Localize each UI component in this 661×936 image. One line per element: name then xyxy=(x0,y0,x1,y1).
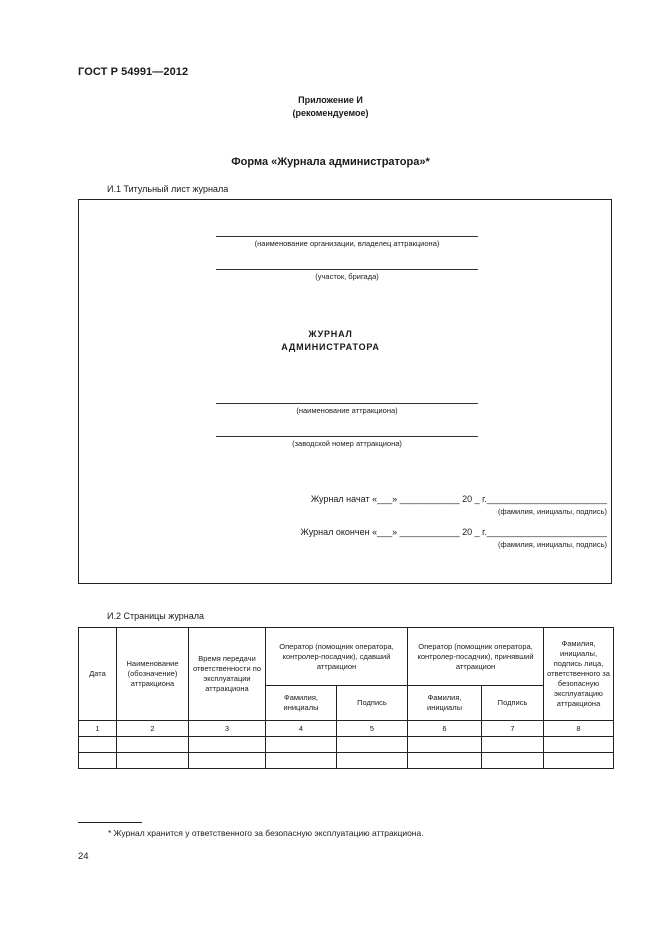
header-date: Дата xyxy=(79,628,117,721)
table-cell xyxy=(482,737,544,753)
table-cell xyxy=(117,753,189,769)
column-number: 7 xyxy=(482,721,544,737)
section-pages-label: И.2 Страницы журнала xyxy=(107,611,204,621)
journal-title-line1: ЖУРНАЛ xyxy=(308,329,353,339)
header-responsible: Фамилия, инициалы, подпись лица, ответственного за безопасную эксплуатацию аттракциона xyxy=(544,628,614,721)
header-handover-time: Время передачи ответственности по эксплуатации аттракциона xyxy=(189,628,266,721)
subheader-name-initials-2: Фамилия, инициалы xyxy=(408,686,482,721)
journal-started-line: Журнал начат «___» ____________ 20 _ г.________________________ xyxy=(310,494,607,504)
table-cell xyxy=(544,737,614,753)
column-number: 8 xyxy=(544,721,614,737)
table-row xyxy=(79,737,614,753)
table-cell xyxy=(544,753,614,769)
column-number: 4 xyxy=(266,721,337,737)
table-cell xyxy=(189,737,266,753)
table-cell xyxy=(266,737,337,753)
table-cell xyxy=(337,737,408,753)
column-number: 6 xyxy=(408,721,482,737)
footnote-separator xyxy=(78,822,142,823)
table-cell xyxy=(337,753,408,769)
appendix-subtitle: (рекомендуемое) xyxy=(292,108,369,118)
serial-caption: (заводской номер аттракциона) xyxy=(292,439,402,448)
column-number: 3 xyxy=(189,721,266,737)
table-cell xyxy=(79,737,117,753)
header-attraction-name: Наименование (обозначение) аттракциона xyxy=(117,628,189,721)
subheader-signature-2: Подпись xyxy=(482,686,544,721)
table-cell xyxy=(408,753,482,769)
table-cell xyxy=(408,737,482,753)
site-caption: (участок, бригада) xyxy=(315,272,379,281)
form-title: Форма «Журнала администратора»* xyxy=(231,156,430,168)
table-row xyxy=(79,753,614,769)
attraction-line xyxy=(216,403,478,404)
page-number: 24 xyxy=(78,851,89,862)
journal-started-caption: (фамилия, инициалы, подпись) xyxy=(498,507,607,516)
journal-title-line2: АДМИНИСТРАТОРА xyxy=(281,342,380,352)
journal-finished-line: Журнал окончен «___» ____________ 20 _ г.________________________ xyxy=(300,527,607,537)
header-operator-handed: Оператор (помощник оператора, контролер-посадчик), сдавший аттракцион xyxy=(266,628,408,686)
header-operator-received: Оператор (помощник оператора, контролер-посадчик), принявший аттракцион xyxy=(408,628,544,686)
journal-pages-table xyxy=(78,627,614,769)
table-cell xyxy=(189,753,266,769)
subheader-signature-1: Подпись xyxy=(337,686,408,721)
column-number: 2 xyxy=(117,721,189,737)
section-title-page-label: И.1 Титульный лист журнала xyxy=(107,184,229,194)
attraction-caption: (наименование аттракциона) xyxy=(296,406,398,415)
site-line xyxy=(216,269,478,270)
subheader-name-initials-1: Фамилия, инициалы xyxy=(266,686,337,721)
footnote: * Журнал хранится у ответственного за безопасную эксплуатацию аттракциона. xyxy=(108,828,424,838)
org-line xyxy=(216,236,478,237)
org-caption: (наименование организации, владелец аттракциона) xyxy=(254,239,440,248)
table-cell xyxy=(117,737,189,753)
serial-line xyxy=(216,436,478,437)
table-cell xyxy=(266,753,337,769)
column-number: 5 xyxy=(337,721,408,737)
appendix-title: Приложение И xyxy=(298,95,363,105)
journal-finished-caption: (фамилия, инициалы, подпись) xyxy=(498,540,607,549)
table-cell xyxy=(79,753,117,769)
standard-header: ГОСТ Р 54991—2012 xyxy=(78,66,189,78)
table-cell xyxy=(482,753,544,769)
column-number: 1 xyxy=(79,721,117,737)
